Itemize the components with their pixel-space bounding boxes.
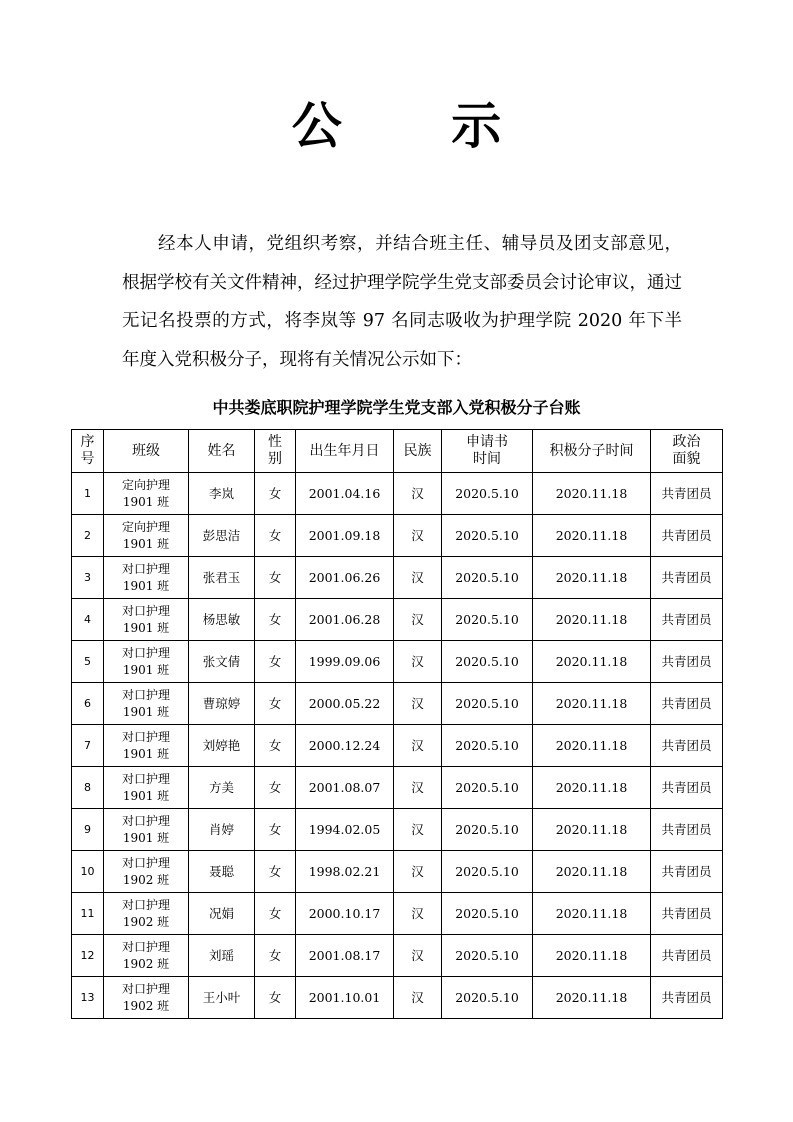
cell-gender: 女: [255, 557, 296, 599]
cell-political: 共青团员: [651, 557, 723, 599]
cell-class-line2: 1902 班: [122, 914, 170, 929]
cell-activist: 2020.11.18: [533, 893, 651, 935]
cell-class-line1: 对口护理: [121, 561, 170, 576]
announcement-paragraph: 经本人申请，党组织考察，并结合班主任、辅导员及团支部意见，根据学校有关文件精神，经过护理学院学生党支部委员会讨论审议，通过无记名投票的方式，将李岚等 97 名同志吸收为护理学院 2020 年下半年度入党积极分子，现将有关情况公示如下：: [122, 234, 682, 370]
cell-ethnicity: 汉: [394, 809, 442, 851]
cell-class-line2: 1901 班: [122, 536, 170, 551]
cell-birth: 2001.06.28: [296, 599, 394, 641]
table-title: 中共娄底职院护理学院学生党支部入党积极分子台账: [212, 398, 581, 417]
cell-apply: 2020.5.10: [442, 683, 533, 725]
cell-class-line1: 对口护理: [121, 645, 170, 660]
header-seq: [72, 430, 104, 473]
cell-activist: 2020.11.18: [533, 935, 651, 977]
cell-class-line1: 对口护理: [121, 939, 170, 954]
cell-political: 共青团员: [651, 977, 723, 1019]
cell-name: 刘瑶: [189, 935, 255, 977]
cell-ethnicity: 汉: [394, 851, 442, 893]
cell-seq: 13: [72, 977, 104, 1019]
cell-birth: 2000.12.24: [296, 725, 394, 767]
cell-activist: 2020.11.18: [533, 599, 651, 641]
cell-ethnicity: 汉: [394, 473, 442, 515]
cell-gender: 女: [255, 641, 296, 683]
table-header-row: [72, 430, 723, 473]
cell-apply: 2020.5.10: [442, 977, 533, 1019]
header-activist: 积极分子时间: [533, 430, 651, 473]
table-row: [72, 725, 723, 767]
cell-ethnicity: 汉: [394, 515, 442, 557]
cell-seq: 10: [72, 851, 104, 893]
cell-name: 李岚: [189, 473, 255, 515]
cell-seq: 6: [72, 683, 104, 725]
header-political-line2: 面貌: [672, 451, 701, 467]
header-gender: [255, 430, 296, 473]
cell-seq: 4: [72, 599, 104, 641]
cell-apply: 2020.5.10: [442, 809, 533, 851]
cell-gender: 女: [255, 851, 296, 893]
cell-activist: 2020.11.18: [533, 767, 651, 809]
cell-class-line2: 1901 班: [122, 704, 170, 719]
cell-birth: 2001.06.26: [296, 557, 394, 599]
cell-ethnicity: 汉: [394, 977, 442, 1019]
cell-name: 肖婷: [189, 809, 255, 851]
cell-class-line1: 对口护理: [121, 813, 170, 828]
cell-birth: 2001.08.17: [296, 935, 394, 977]
cell-birth: 1998.02.21: [296, 851, 394, 893]
cell-gender: 女: [255, 977, 296, 1019]
cell-class-line2: 1902 班: [122, 998, 170, 1013]
header-apply-line2: 时间: [473, 451, 501, 467]
cell-class-line2: 1901 班: [122, 788, 170, 803]
cell-apply: 2020.5.10: [442, 599, 533, 641]
cell-seq: 7: [72, 725, 104, 767]
cell-ethnicity: 汉: [394, 725, 442, 767]
cell-birth: 2001.10.01: [296, 977, 394, 1019]
cell-ethnicity: 汉: [394, 683, 442, 725]
cell-ethnicity: 汉: [394, 935, 442, 977]
cell-class: [104, 809, 189, 851]
cell-seq: 5: [72, 641, 104, 683]
cell-political: 共青团员: [651, 935, 723, 977]
table-row: [72, 557, 723, 599]
cell-gender: 女: [255, 473, 296, 515]
cell-class-line1: 对口护理: [121, 897, 170, 912]
header-apply-line1: 申请书: [466, 434, 508, 450]
table-row: [72, 599, 723, 641]
cell-gender: 女: [255, 935, 296, 977]
cell-class-line1: 对口护理: [121, 855, 170, 870]
header-name: 姓名: [189, 430, 255, 473]
cell-activist: 2020.11.18: [533, 851, 651, 893]
header-birth: 出生年月日: [296, 430, 394, 473]
cell-class-line1: 对口护理: [121, 729, 170, 744]
cell-class-line2: 1901 班: [122, 830, 170, 845]
header-ethnicity: 民族: [394, 430, 442, 473]
table-row: [72, 809, 723, 851]
table-row: [72, 893, 723, 935]
cell-class: [104, 557, 189, 599]
cell-apply: 2020.5.10: [442, 515, 533, 557]
cell-name: 刘婷艳: [189, 725, 255, 767]
table-row: [72, 683, 723, 725]
cell-birth: 2000.05.22: [296, 683, 394, 725]
cell-seq: 2: [72, 515, 104, 557]
cell-class: [104, 515, 189, 557]
page-title: 公 示: [291, 97, 548, 155]
cell-apply: 2020.5.10: [442, 641, 533, 683]
header-class: 班级: [104, 430, 189, 473]
cell-seq: 11: [72, 893, 104, 935]
cell-apply: 2020.5.10: [442, 935, 533, 977]
cell-political: 共青团员: [651, 473, 723, 515]
cell-class-line1: 对口护理: [121, 687, 170, 702]
cell-class: [104, 977, 189, 1019]
cell-political: 共青团员: [651, 893, 723, 935]
header-political-line1: 政治: [672, 434, 701, 450]
cell-class: [104, 851, 189, 893]
cell-name: 方美: [189, 767, 255, 809]
cell-gender: 女: [255, 599, 296, 641]
cell-class-line1: 对口护理: [121, 603, 170, 618]
cell-ethnicity: 汉: [394, 893, 442, 935]
cell-gender: 女: [255, 767, 296, 809]
cell-activist: 2020.11.18: [533, 473, 651, 515]
cell-political: 共青团员: [651, 683, 723, 725]
cell-activist: 2020.11.18: [533, 809, 651, 851]
cell-activist: 2020.11.18: [533, 557, 651, 599]
cell-birth: 2001.09.18: [296, 515, 394, 557]
cell-seq: 9: [72, 809, 104, 851]
activist-roster-table: [71, 429, 723, 1019]
cell-political: 共青团员: [651, 725, 723, 767]
header-gender-line2: 别: [268, 451, 282, 467]
cell-activist: 2020.11.18: [533, 641, 651, 683]
cell-class: [104, 725, 189, 767]
cell-class-line2: 1901 班: [122, 662, 170, 677]
header-seq-line2: 号: [80, 451, 95, 467]
header-apply: [442, 430, 533, 473]
cell-apply: 2020.5.10: [442, 557, 533, 599]
cell-class-line2: 1901 班: [122, 494, 170, 509]
cell-class-line2: 1902 班: [122, 872, 170, 887]
cell-seq: 8: [72, 767, 104, 809]
cell-political: 共青团员: [651, 809, 723, 851]
cell-activist: 2020.11.18: [533, 725, 651, 767]
cell-name: 曹琼婷: [189, 683, 255, 725]
table-row: [72, 473, 723, 515]
cell-gender: 女: [255, 683, 296, 725]
table-row: [72, 641, 723, 683]
cell-class: [104, 893, 189, 935]
cell-class-line2: 1901 班: [122, 620, 170, 635]
cell-birth: 1994.02.05: [296, 809, 394, 851]
cell-apply: 2020.5.10: [442, 767, 533, 809]
cell-name: 张文倩: [189, 641, 255, 683]
table-row: [72, 767, 723, 809]
cell-activist: 2020.11.18: [533, 683, 651, 725]
cell-gender: 女: [255, 893, 296, 935]
cell-name: 况娟: [189, 893, 255, 935]
header-seq-line1: 序: [80, 434, 95, 450]
cell-birth: 2001.08.07: [296, 767, 394, 809]
cell-class-line2: 1901 班: [122, 578, 170, 593]
header-gender-line1: 性: [268, 434, 282, 450]
cell-political: 共青团员: [651, 851, 723, 893]
table-row: [72, 515, 723, 557]
cell-political: 共青团员: [651, 767, 723, 809]
cell-political: 共青团员: [651, 641, 723, 683]
cell-seq: 3: [72, 557, 104, 599]
cell-name: 彭思洁: [189, 515, 255, 557]
cell-name: 张君玉: [189, 557, 255, 599]
cell-class-line1: 对口护理: [121, 771, 170, 786]
table-row: [72, 851, 723, 893]
cell-class: [104, 473, 189, 515]
cell-apply: 2020.5.10: [442, 473, 533, 515]
cell-seq: 1: [72, 473, 104, 515]
cell-political: 共青团员: [651, 599, 723, 641]
cell-political: 共青团员: [651, 515, 723, 557]
table-row: [72, 935, 723, 977]
cell-gender: 女: [255, 809, 296, 851]
cell-ethnicity: 汉: [394, 767, 442, 809]
cell-name: 聂聪: [189, 851, 255, 893]
cell-class: [104, 935, 189, 977]
cell-class-line1: 定向护理: [121, 477, 170, 492]
cell-name: 王小叶: [189, 977, 255, 1019]
cell-birth: 1999.09.06: [296, 641, 394, 683]
cell-class-line2: 1902 班: [122, 956, 170, 971]
cell-class-line1: 对口护理: [121, 981, 170, 996]
cell-name: 杨思敏: [189, 599, 255, 641]
cell-class: [104, 641, 189, 683]
header-political: [651, 430, 723, 473]
cell-gender: 女: [255, 725, 296, 767]
cell-ethnicity: 汉: [394, 557, 442, 599]
cell-gender: 女: [255, 515, 296, 557]
cell-activist: 2020.11.18: [533, 977, 651, 1019]
cell-class: [104, 767, 189, 809]
cell-class-line2: 1901 班: [122, 746, 170, 761]
cell-birth: 2000.10.17: [296, 893, 394, 935]
cell-class-line1: 定向护理: [121, 519, 170, 534]
cell-ethnicity: 汉: [394, 599, 442, 641]
cell-birth: 2001.04.16: [296, 473, 394, 515]
cell-apply: 2020.5.10: [442, 725, 533, 767]
cell-activist: 2020.11.18: [533, 515, 651, 557]
cell-seq: 12: [72, 935, 104, 977]
cell-apply: 2020.5.10: [442, 851, 533, 893]
cell-class: [104, 599, 189, 641]
cell-class: [104, 683, 189, 725]
cell-ethnicity: 汉: [394, 641, 442, 683]
table-row: [72, 977, 723, 1019]
cell-apply: 2020.5.10: [442, 893, 533, 935]
